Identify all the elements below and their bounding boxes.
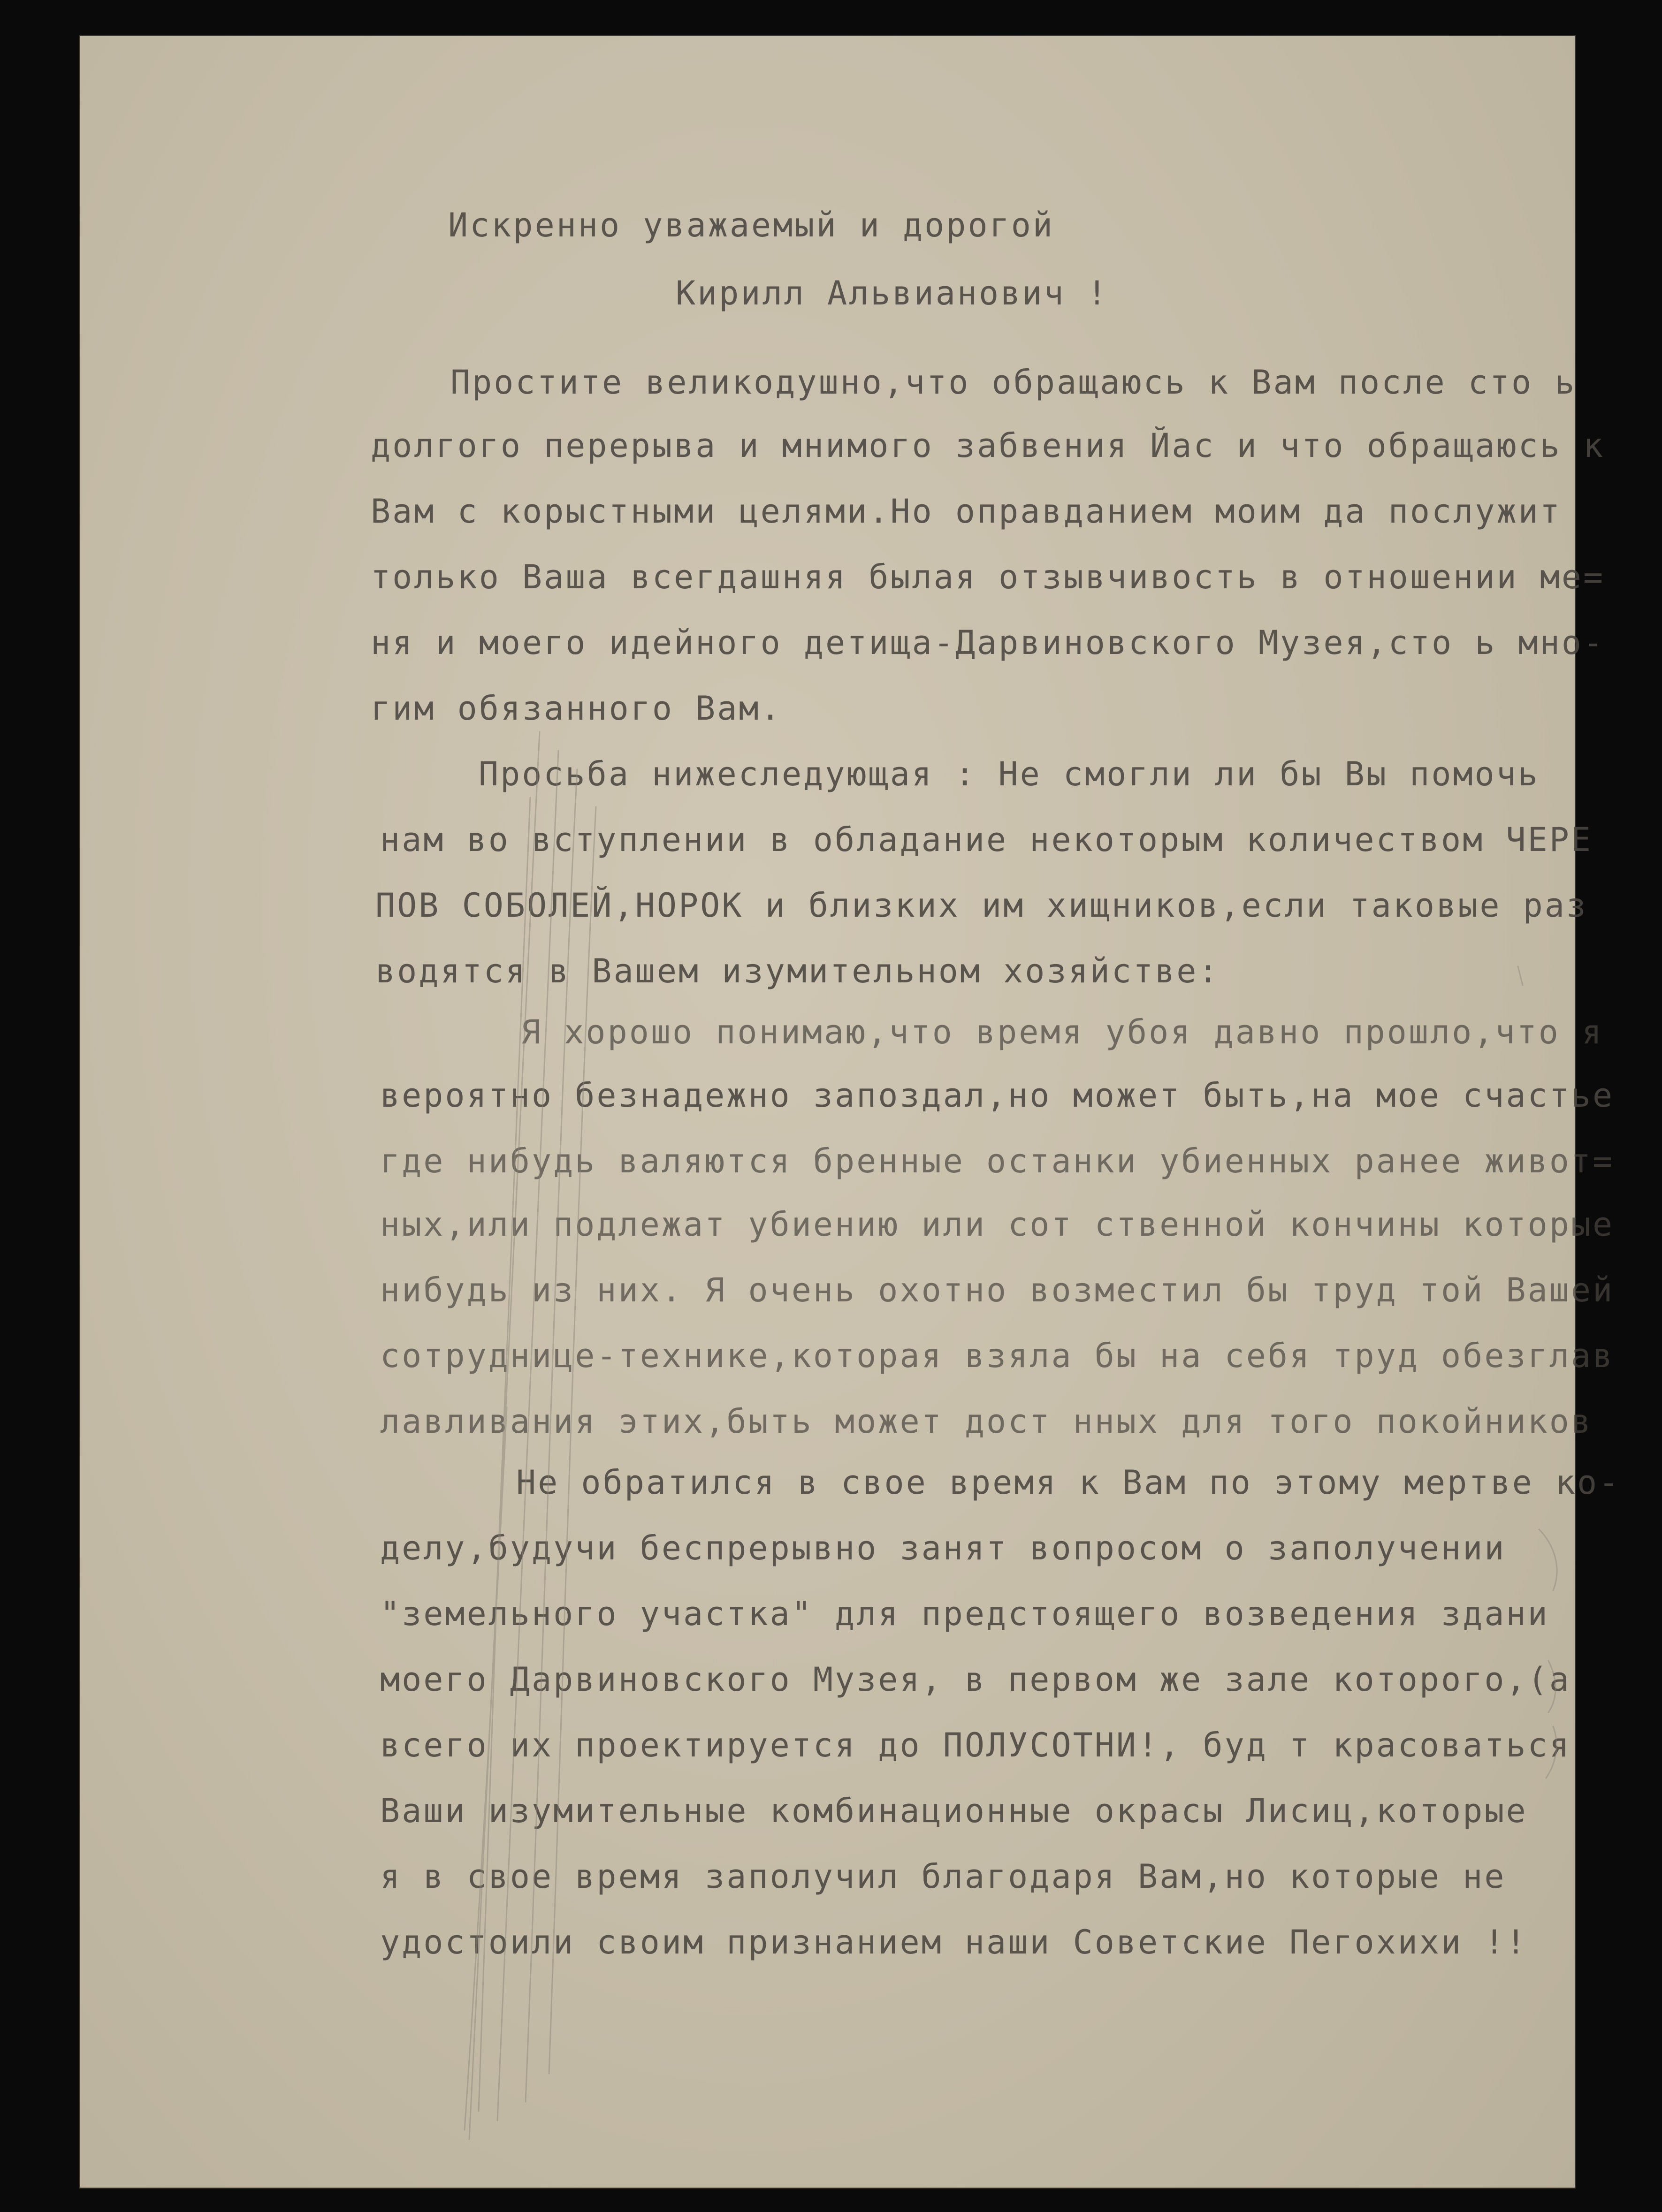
letter-line-25: удостоили своим признанием наши Советские Пегохихи !! [380,1923,1528,1961]
letter-line-22: всего их проектируется до ПОЛУСОТНИ!, буд т красоваться [380,1726,1571,1764]
letter-line-19: делу,будучи беспрерывно занят вопросом о заполучении [380,1529,1506,1567]
letter-line-14: ных,или подлежат убиению или сот ственной кончины которые [380,1205,1615,1244]
letter-line-12: вероятно безнадежно запоздал,но может быть,на мое счастье [380,1076,1615,1115]
letter-line-15: нибудь из них. Я очень охотно возместил бы труд той Вашей [380,1271,1615,1309]
letter-line-18: Не обратился в свое время к Вам по этому мертве ко- [516,1463,1621,1502]
letter-line-16: сотруднице-технике,которая взяла бы на себя труд обезглав [380,1337,1615,1375]
letter-line-11: Я хорошо понимаю,что время убоя давно прошло,что я [521,1013,1604,1051]
letter-line-17: лавливания этих,быть может дост нных для того покойников [380,1402,1593,1441]
letter-line-2: долгого перерыва и мнимого забвения Йас и что обращаюсь к [371,426,1605,465]
letter-line-1: Простите великодушно,что обращаюсь к Вам после сто ь [450,363,1577,402]
letter-line-20: "земельного участка" для предстоящего возведения здани [380,1595,1549,1633]
letter-line-13: где нибудь валяются бренные останки убиенных ранее живот= [380,1142,1615,1180]
letter-line-24: я в свое время заполучил благодаря Вам,но которые не [380,1857,1506,1896]
letter-line-3: Вам с корыстными целями.Но оправданием моим да послужит [371,492,1562,531]
letter-line-21: моего Дарвиновского Музея, в первом же зале которого,(а [380,1660,1571,1699]
letter-line-9: ПОВ СОБОЛЕЙ,НОРОК и близких им хищников,если таковые раз [375,886,1588,925]
letter-line-23: Ваши изумительные комбинационные окрасы Лисиц,которые [380,1792,1528,1830]
salutation-line-2: Кирилл Альвианович ! [676,274,1109,312]
letter-line-5: ня и моего идейного детища-Дарвиновского Музея,сто ь мно- [371,623,1605,662]
letter-line-4: только Ваша всегдашняя былая отзывчивость в отношении ме= [371,558,1605,596]
letter-line-6: гим обязанного Вам. [371,689,782,728]
letter-line-8: нам во вступлении в обладание некоторым количеством ЧЕРЕ [380,821,1593,859]
letter-line-10: водятся в Вашем изумительном хозяйстве: [375,952,1220,990]
salutation-line-1: Искренно уважаемый и дорогой [448,206,1055,244]
letter-line-7: Просьба нижеследующая : Не смогли ли бы Вы помочь [479,755,1540,793]
